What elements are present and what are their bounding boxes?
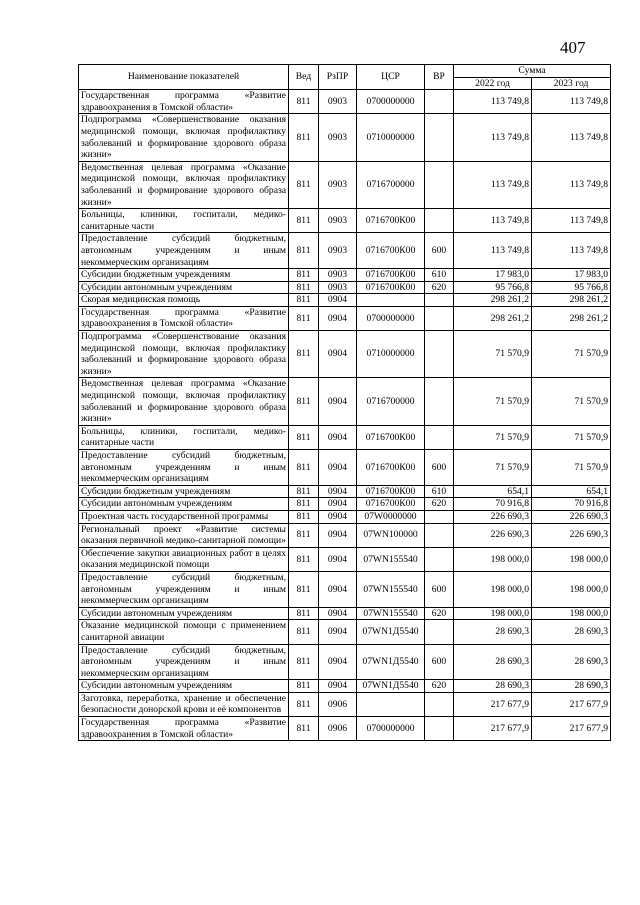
cell-sum-2023: 28 690,3 — [532, 620, 611, 644]
cell-sum-2022: 198 000,0 — [454, 571, 532, 607]
cell-rzpr: 0904 — [319, 607, 357, 620]
cell-csr: 07W0000000 — [357, 510, 425, 523]
cell-csr: 0716700К00 — [357, 209, 425, 233]
cell-rzpr: 0906 — [319, 692, 357, 716]
cell-vr — [425, 692, 454, 716]
cell-ved: 811 — [289, 547, 319, 571]
cell-sum-2022: 198 000,0 — [454, 607, 532, 620]
cell-csr: 0716700К00 — [357, 425, 425, 449]
cell-name: Больницы, клиники, госпитали, медико-санитарные части — [79, 425, 289, 449]
cell-rzpr: 0904 — [319, 523, 357, 547]
cell-sum-2022: 198 000,0 — [454, 547, 532, 571]
cell-sum-2023: 217 677,9 — [532, 692, 611, 716]
cell-name: Предоставление субсидий бюджетным, автономным учреждениям и иным некоммерческим организациям — [79, 450, 289, 486]
cell-name: Заготовка, переработка, хранение и обеспечение безопасности донорской крови и её компонентов — [79, 692, 289, 716]
cell-rzpr: 0904 — [319, 425, 357, 449]
cell-csr: 07WN155540 — [357, 571, 425, 607]
cell-name: Субсидии автономным учреждениям — [79, 680, 289, 693]
cell-sum-2022: 217 677,9 — [454, 692, 532, 716]
cell-vr — [425, 620, 454, 644]
cell-rzpr: 0903 — [319, 90, 357, 114]
cell-rzpr: 0903 — [319, 233, 357, 269]
cell-csr: 0716700К00 — [357, 485, 425, 498]
header-ved: Вед — [289, 65, 319, 90]
table-row — [79, 90, 611, 114]
cell-name: Больницы, клиники, госпитали, медико-санитарные части — [79, 209, 289, 233]
table-row — [79, 450, 611, 486]
cell-name: Субсидии автономным учреждениям — [79, 281, 289, 294]
cell-vr: 600 — [425, 450, 454, 486]
cell-csr: 0716700000 — [357, 378, 425, 425]
table-row — [79, 209, 611, 233]
cell-sum-2022: 226 690,3 — [454, 523, 532, 547]
cell-ved: 811 — [289, 607, 319, 620]
cell-csr: 0700000000 — [357, 90, 425, 114]
cell-sum-2022: 113 749,8 — [454, 90, 532, 114]
cell-vr — [425, 294, 454, 307]
cell-rzpr: 0904 — [319, 644, 357, 680]
cell-ved: 811 — [289, 209, 319, 233]
table-row — [79, 644, 611, 680]
cell-name: Государственная программа «Развитие здравоохранения в Томской области» — [79, 717, 289, 741]
cell-sum-2023: 654,1 — [532, 485, 611, 498]
cell-vr — [425, 425, 454, 449]
cell-sum-2023: 198 000,0 — [532, 607, 611, 620]
cell-sum-2022: 71 570,9 — [454, 425, 532, 449]
cell-vr: 600 — [425, 644, 454, 680]
cell-sum-2022: 298 261,2 — [454, 294, 532, 307]
cell-rzpr: 0904 — [319, 306, 357, 330]
cell-vr: 600 — [425, 571, 454, 607]
cell-csr: 0716700К00 — [357, 281, 425, 294]
cell-sum-2023: 198 000,0 — [532, 547, 611, 571]
cell-sum-2023: 71 570,9 — [532, 378, 611, 425]
cell-csr: 07WN155540 — [357, 547, 425, 571]
cell-vr — [425, 717, 454, 741]
cell-vr — [425, 161, 454, 208]
cell-vr: 610 — [425, 269, 454, 282]
cell-name: Подпрограмма «Совершенствование оказания медицинской помощи, включая профилактику заболеваний и формирование здорового образа жизни» — [79, 114, 289, 161]
table-row — [79, 547, 611, 571]
cell-vr: 620 — [425, 607, 454, 620]
cell-name: Предоставление субсидий бюджетным, автономным учреждениям и иным некоммерческим организациям — [79, 571, 289, 607]
cell-rzpr: 0904 — [319, 547, 357, 571]
table-row — [79, 281, 611, 294]
cell-vr — [425, 90, 454, 114]
table-row — [79, 269, 611, 282]
cell-name: Проектная часть государственной программы — [79, 510, 289, 523]
cell-sum-2023: 71 570,9 — [532, 331, 611, 378]
cell-ved: 811 — [289, 692, 319, 716]
cell-ved: 811 — [289, 485, 319, 498]
table-row — [79, 378, 611, 425]
cell-sum-2022: 28 690,3 — [454, 680, 532, 693]
cell-sum-2022: 71 570,9 — [454, 331, 532, 378]
cell-sum-2023: 113 749,8 — [532, 90, 611, 114]
cell-rzpr: 0903 — [319, 114, 357, 161]
cell-sum-2023: 113 749,8 — [532, 114, 611, 161]
cell-sum-2023: 298 261,2 — [532, 306, 611, 330]
cell-rzpr: 0903 — [319, 209, 357, 233]
table-row — [79, 306, 611, 330]
cell-ved: 811 — [289, 680, 319, 693]
cell-sum-2022: 28 690,3 — [454, 620, 532, 644]
cell-sum-2022: 654,1 — [454, 485, 532, 498]
header-csr: ЦСР — [357, 65, 425, 90]
cell-rzpr: 0904 — [319, 680, 357, 693]
cell-ved: 811 — [289, 644, 319, 680]
cell-csr: 0700000000 — [357, 306, 425, 330]
cell-vr — [425, 209, 454, 233]
cell-ved: 811 — [289, 281, 319, 294]
cell-name: Субсидии автономным учреждениям — [79, 498, 289, 511]
table-row — [79, 233, 611, 269]
cell-ved: 811 — [289, 498, 319, 511]
cell-rzpr: 0903 — [319, 161, 357, 208]
cell-rzpr: 0904 — [319, 450, 357, 486]
cell-ved: 811 — [289, 510, 319, 523]
cell-sum-2023: 70 916,8 — [532, 498, 611, 511]
cell-csr — [357, 692, 425, 716]
table-row — [79, 620, 611, 644]
cell-name: Субсидии автономным учреждениям — [79, 607, 289, 620]
cell-rzpr: 0904 — [319, 510, 357, 523]
cell-csr: 0716700000 — [357, 161, 425, 208]
cell-vr: 610 — [425, 485, 454, 498]
cell-csr: 0716700К00 — [357, 269, 425, 282]
table-row — [79, 114, 611, 161]
cell-csr — [357, 294, 425, 307]
budget-table — [78, 64, 611, 741]
cell-sum-2023: 71 570,9 — [532, 425, 611, 449]
cell-name: Государственная программа «Развитие здравоохранения в Томской области» — [79, 90, 289, 114]
table-row — [79, 485, 611, 498]
cell-rzpr: 0903 — [319, 269, 357, 282]
cell-ved: 811 — [289, 90, 319, 114]
cell-vr — [425, 114, 454, 161]
cell-sum-2023: 113 749,8 — [532, 209, 611, 233]
cell-name: Предоставление субсидий бюджетным, автономным учреждениям и иным некоммерческим организациям — [79, 233, 289, 269]
cell-csr: 0710000000 — [357, 114, 425, 161]
cell-sum-2023: 217 677,9 — [532, 717, 611, 741]
cell-rzpr: 0904 — [319, 378, 357, 425]
cell-sum-2022: 113 749,8 — [454, 209, 532, 233]
cell-sum-2023: 17 983,0 — [532, 269, 611, 282]
header-name: Наименование показателей — [79, 65, 289, 90]
cell-csr: 0710000000 — [357, 331, 425, 378]
cell-sum-2023: 71 570,9 — [532, 450, 611, 486]
cell-sum-2023: 28 690,3 — [532, 680, 611, 693]
cell-ved: 811 — [289, 269, 319, 282]
table-row — [79, 331, 611, 378]
cell-sum-2022: 71 570,9 — [454, 450, 532, 486]
cell-vr — [425, 547, 454, 571]
cell-sum-2022: 298 261,2 — [454, 306, 532, 330]
header-sum: Сумма — [454, 65, 611, 78]
header-year-2022: 2022 год — [454, 77, 532, 90]
cell-csr: 07WN100000 — [357, 523, 425, 547]
cell-sum-2022: 113 749,8 — [454, 114, 532, 161]
cell-name: Ведомственная целевая программа «Оказание медицинской помощи, включая профилактику заболеваний и формирование здорового образа жизни» — [79, 378, 289, 425]
cell-ved: 811 — [289, 114, 319, 161]
cell-ved: 811 — [289, 233, 319, 269]
cell-rzpr: 0904 — [319, 485, 357, 498]
cell-csr: 07WN1Д5540 — [357, 620, 425, 644]
cell-ved: 811 — [289, 378, 319, 425]
table-row — [79, 692, 611, 716]
cell-sum-2022: 226 690,3 — [454, 510, 532, 523]
cell-name: Подпрограмма «Совершенствование оказания медицинской помощи, включая профилактику заболеваний и формирование здорового образа жизни» — [79, 331, 289, 378]
table-row — [79, 523, 611, 547]
cell-csr: 07WN1Д5540 — [357, 644, 425, 680]
cell-vr: 600 — [425, 233, 454, 269]
cell-ved: 811 — [289, 717, 319, 741]
cell-sum-2022: 17 983,0 — [454, 269, 532, 282]
cell-sum-2022: 113 749,8 — [454, 161, 532, 208]
table-row — [79, 607, 611, 620]
table-body — [79, 90, 611, 741]
cell-vr — [425, 306, 454, 330]
cell-rzpr: 0903 — [319, 281, 357, 294]
cell-csr: 0716700К00 — [357, 450, 425, 486]
cell-csr: 0700000000 — [357, 717, 425, 741]
cell-name: Субсидии бюджетным учреждениям — [79, 269, 289, 282]
cell-sum-2023: 28 690,3 — [532, 644, 611, 680]
cell-vr — [425, 331, 454, 378]
cell-ved: 811 — [289, 306, 319, 330]
table-row — [79, 571, 611, 607]
cell-vr: 620 — [425, 281, 454, 294]
cell-csr: 07WN1Д5540 — [357, 680, 425, 693]
cell-rzpr: 0906 — [319, 717, 357, 741]
cell-sum-2022: 28 690,3 — [454, 644, 532, 680]
table-row — [79, 680, 611, 693]
table-row — [79, 717, 611, 741]
cell-name: Предоставление субсидий бюджетным, автономным учреждениям и иным некоммерческим организациям — [79, 644, 289, 680]
header-rzpr: РзПР — [319, 65, 357, 90]
cell-sum-2022: 113 749,8 — [454, 233, 532, 269]
cell-sum-2022: 217 677,9 — [454, 717, 532, 741]
cell-vr — [425, 510, 454, 523]
cell-rzpr: 0904 — [319, 620, 357, 644]
cell-csr: 07WN155540 — [357, 607, 425, 620]
table-row — [79, 425, 611, 449]
cell-vr: 620 — [425, 680, 454, 693]
cell-vr: 620 — [425, 498, 454, 511]
cell-sum-2023: 198 000,0 — [532, 571, 611, 607]
cell-sum-2023: 113 749,8 — [532, 161, 611, 208]
table-row — [79, 510, 611, 523]
cell-sum-2023: 113 749,8 — [532, 233, 611, 269]
table-row — [79, 294, 611, 307]
cell-sum-2023: 298 261,2 — [532, 294, 611, 307]
table-row — [79, 161, 611, 208]
cell-csr: 0716700К00 — [357, 233, 425, 269]
cell-ved: 811 — [289, 450, 319, 486]
page-number: 407 — [560, 38, 586, 57]
cell-name: Скорая медицинская помощь — [79, 294, 289, 307]
cell-ved: 811 — [289, 523, 319, 547]
table-row — [79, 498, 611, 511]
cell-ved: 811 — [289, 425, 319, 449]
cell-rzpr: 0904 — [319, 571, 357, 607]
cell-ved: 811 — [289, 331, 319, 378]
cell-sum-2022: 70 916,8 — [454, 498, 532, 511]
header-year-2023: 2023 год — [532, 77, 611, 90]
cell-ved: 811 — [289, 620, 319, 644]
cell-name: Региональный проект «Развитие системы оказания первичной медико-санитарной помощи» — [79, 523, 289, 547]
cell-sum-2022: 95 766,8 — [454, 281, 532, 294]
cell-sum-2023: 226 690,3 — [532, 523, 611, 547]
cell-sum-2023: 95 766,8 — [532, 281, 611, 294]
cell-name: Ведомственная целевая программа «Оказание медицинской помощи, включая профилактику заболеваний и формирование здорового образа жизни» — [79, 161, 289, 208]
cell-ved: 811 — [289, 161, 319, 208]
cell-sum-2022: 71 570,9 — [454, 378, 532, 425]
cell-name: Государственная программа «Развитие здравоохранения в Томской области» — [79, 306, 289, 330]
cell-vr — [425, 523, 454, 547]
cell-rzpr: 0904 — [319, 331, 357, 378]
cell-name: Оказание медицинской помощи с применением санитарной авиации — [79, 620, 289, 644]
cell-name: Субсидии бюджетным учреждениям — [79, 485, 289, 498]
cell-ved: 811 — [289, 294, 319, 307]
cell-name: Обеспечение закупки авиационных работ в целях оказания медицинской помощи — [79, 547, 289, 571]
cell-vr — [425, 378, 454, 425]
cell-csr: 0716700К00 — [357, 498, 425, 511]
cell-rzpr: 0904 — [319, 498, 357, 511]
cell-sum-2023: 226 690,3 — [532, 510, 611, 523]
cell-rzpr: 0904 — [319, 294, 357, 307]
header-vr: ВР — [425, 65, 454, 90]
cell-ved: 811 — [289, 571, 319, 607]
